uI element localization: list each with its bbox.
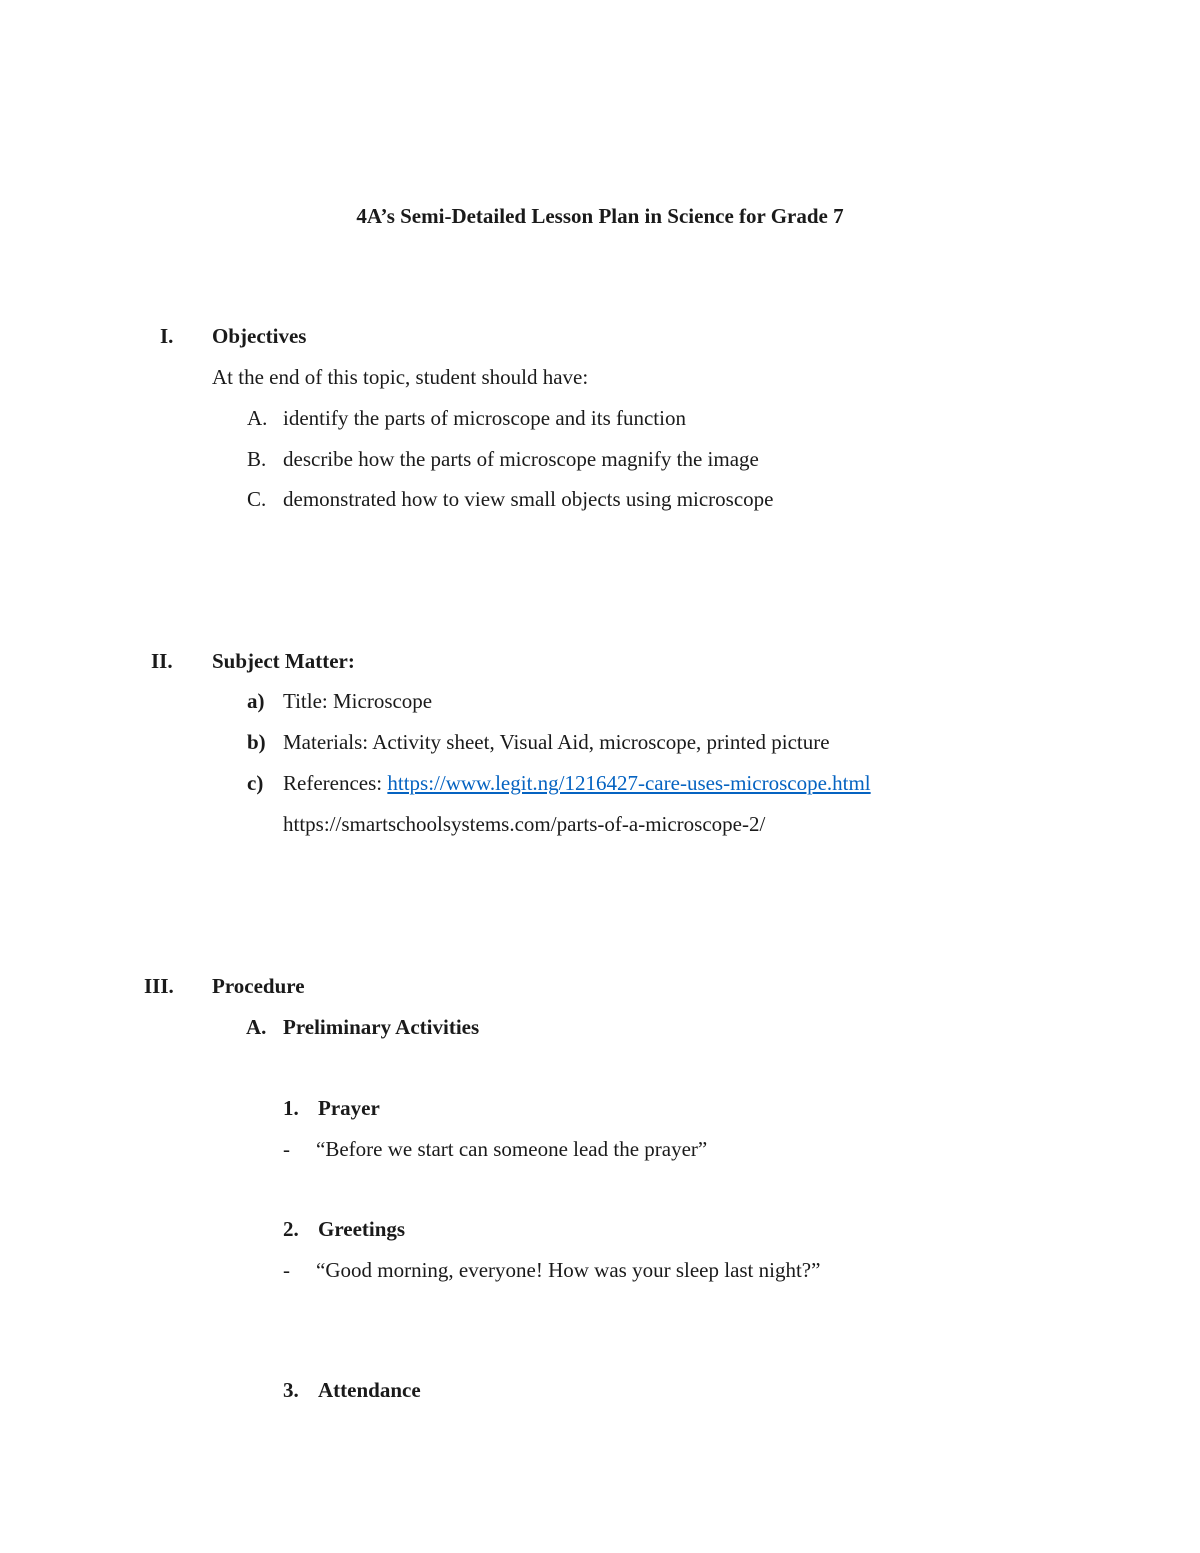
- section-heading-objectives: Objectives: [212, 324, 307, 348]
- objective-marker: B.: [247, 447, 267, 471]
- step-dash: -: [283, 1258, 290, 1282]
- objectives-intro: At the end of this topic, student should have:: [212, 365, 589, 389]
- subject-item-title: Title: Microscope: [283, 689, 433, 713]
- subject-item-marker: b): [247, 730, 266, 754]
- step-number: 3.: [283, 1378, 299, 1402]
- section-numeral-objectives: I.: [160, 324, 174, 348]
- objective-text: identify the parts of microscope and its function: [283, 406, 686, 430]
- step-dash: -: [283, 1137, 290, 1161]
- objective-marker: A.: [247, 406, 268, 430]
- objective-text: demonstrated how to view small objects using microscope: [283, 487, 774, 511]
- section-numeral-procedure: III.: [144, 974, 174, 998]
- step-quote-prayer: “Before we start can someone lead the prayer”: [316, 1137, 708, 1161]
- reference-smartschoolsystems: https://smartschoolsystems.com/parts-of-a-microscope-2/: [283, 812, 766, 836]
- subject-item-marker: a): [247, 689, 265, 713]
- document-title: 4A’s Semi-Detailed Lesson Plan in Science for Grade 7: [356, 204, 844, 228]
- subsection-heading-preliminary: Preliminary Activities: [283, 1015, 480, 1039]
- objective-text: describe how the parts of microscope magnify the image: [283, 447, 759, 471]
- step-heading-prayer: Prayer: [318, 1096, 380, 1120]
- step-number: 1.: [283, 1096, 299, 1120]
- step-heading-greetings: Greetings: [318, 1217, 406, 1241]
- step-number: 2.: [283, 1217, 299, 1241]
- step-heading-attendance: Attendance: [318, 1378, 421, 1402]
- references-line: [283, 770, 871, 796]
- subject-item-materials: Materials: Activity sheet, Visual Aid, microscope, printed picture: [283, 730, 830, 754]
- section-heading-procedure: Procedure: [212, 974, 305, 998]
- objective-marker: C.: [247, 487, 267, 511]
- section-heading-subject-matter: Subject Matter:: [212, 649, 355, 673]
- subsection-marker: A.: [246, 1015, 267, 1039]
- references-label: References:: [283, 771, 388, 795]
- section-numeral-subject-matter: II.: [151, 649, 173, 673]
- reference-link-legit[interactable]: https://www.legit.ng/1216427-care-uses-microscope.html: [387, 771, 871, 795]
- step-quote-greetings: “Good morning, everyone! How was your sleep last night?”: [316, 1258, 821, 1282]
- subject-item-marker: c): [247, 771, 264, 795]
